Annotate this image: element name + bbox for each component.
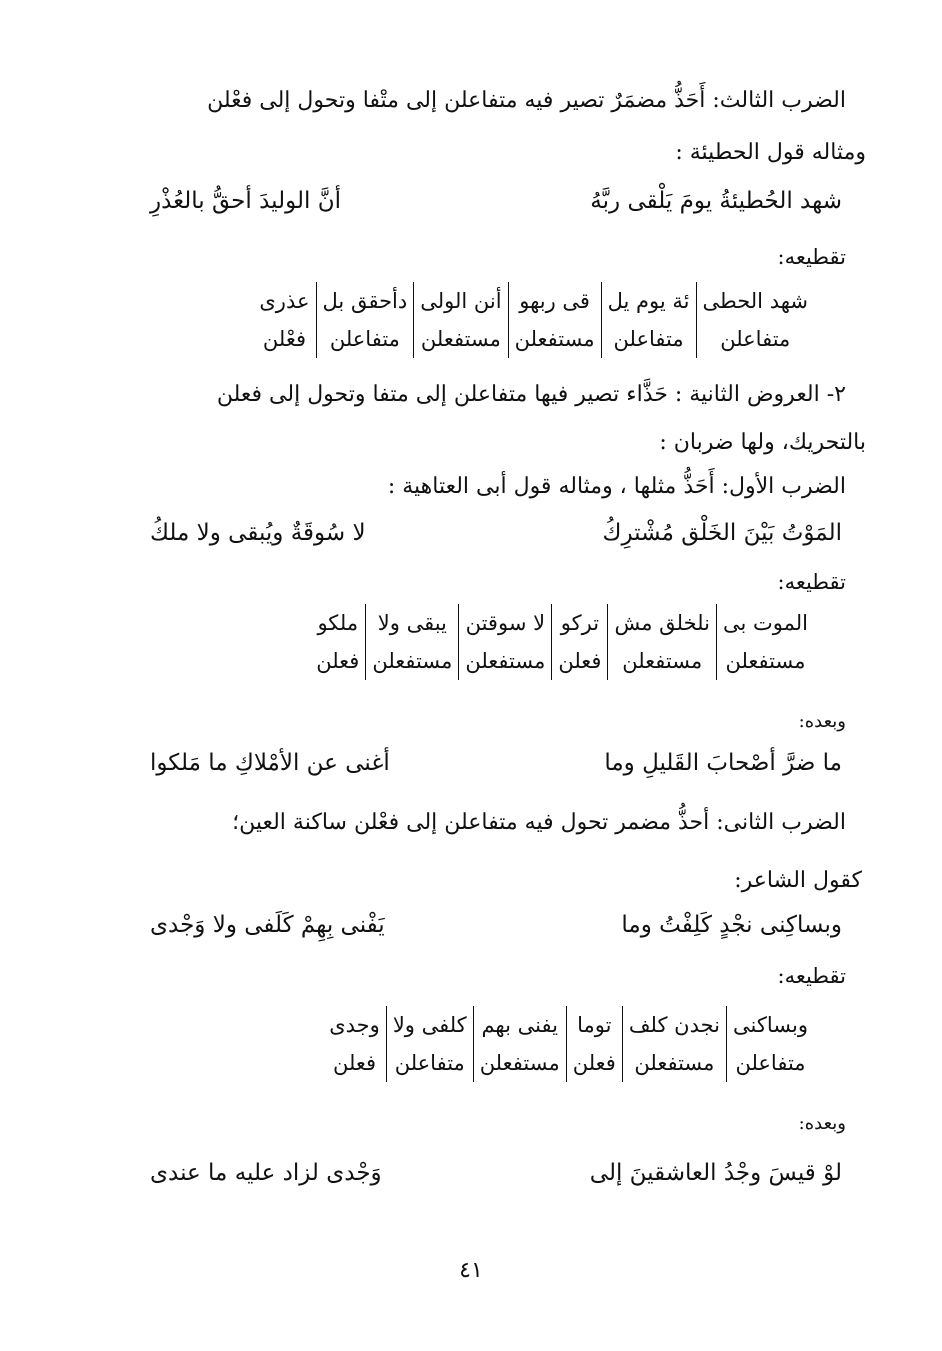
verse-first-hemistich: لوْ قيسَ وجْدُ العاشقينَ إلى [589,1160,842,1186]
scansion-word: وجدى [329,1013,380,1037]
scansion-word: قى ربهو [508,282,601,320]
scansion-word: أنن الولى [414,282,508,320]
scansion-feet-row [253,320,814,358]
scansion-label: تقطيعه: [777,964,846,988]
scansion-table-1 [253,282,814,358]
scansion-word: عذرى [259,289,310,313]
verse-second-hemistich: يَفْنى بِهِمْ كَلَفى ولا وَجْدى [150,912,385,938]
scansion-word: تركو [552,604,608,642]
verse-second-hemistich: أغنى عن الأمْلاكِ ما مَلكوا [150,750,390,776]
paragraph-line: ومثاله قول الحطيئة : [675,140,866,165]
scansion-word: نلخلق مش [608,604,717,642]
metrical-foot: فعلن [566,1044,622,1082]
page-number: ٤١ [459,1258,483,1283]
scansion-feet-row [310,642,814,680]
scansion-word: دأحقق بل [316,282,414,320]
metrical-foot: متفاعلن [727,1044,814,1082]
metrical-foot: متفاعلن [696,320,814,358]
verse-first-hemistich: وبساكِنى نجْدٍ كَلِفْتُ وما [621,912,842,938]
scansion-word: يفنى بهم [473,1006,566,1044]
metrical-foot: مستفعلن [608,642,717,680]
metrical-foot: مستفعلن [622,1044,726,1082]
scansion-word: كلفى ولا [386,1006,473,1044]
scansion-words-row [253,282,814,320]
scansion-words-row [323,1006,814,1044]
scansion-word: الموت بى [716,604,814,642]
scansion-word: يبقى ولا [366,604,459,642]
paragraph-line: الضرب الأول: أَحَذُّ مثلها ، ومثاله قول أبى العتاهية : [387,474,846,499]
scansion-word: ئة يوم يل [601,282,696,320]
paragraph-line: الضرب الثالث: أَحَذُّ مضمَرٌ تصير فيه متفاعلن إلى متْفا وتحول إلى فعْلن [207,88,846,113]
metrical-foot: فعلن [332,1051,377,1075]
verse-first-hemistich: المَوْتُ بَيْنَ الخَلْق مُشْترِكُ [602,520,842,546]
scansion-table-3 [323,1006,814,1082]
metrical-foot: فعْلن [262,327,306,351]
paragraph-line: كقول الشاعر: [734,868,862,893]
verse-second-hemistich: أنَّ الوليدَ أحقُّ بالعُذْرِ [150,188,341,214]
metrical-foot: متفاعلن [601,320,696,358]
scansion-words-row [310,604,814,642]
metrical-foot: فعلن [316,649,360,673]
scansion-word: شهد الحطى [696,282,814,320]
metrical-foot: مستفعلن [459,642,552,680]
scansion-word: لا سوقتن [459,604,552,642]
metrical-foot: مستفعلن [508,320,601,358]
metrical-foot: مستفعلن [716,642,814,680]
metrical-foot: مستفعلن [366,642,459,680]
paragraph-line: بالتحريك، ولها ضربان : [659,430,866,455]
scansion-feet-row [323,1044,814,1082]
scansion-word: ملكو [317,611,359,635]
scansion-label: تقطيعه: [777,245,846,269]
metrical-foot: فعلن [552,642,608,680]
after-label: وبعده: [798,1113,846,1134]
paragraph-line: الضرب الثانى: أحذُّ مضمر تحول فيه متفاعلن إلى فعْلن ساكنة العين؛ [232,810,846,835]
after-label: وبعده: [798,711,846,732]
verse-second-hemistich: وَجْدى لزاد عليه ما عندى [150,1160,382,1186]
scansion-word: توما [566,1006,622,1044]
scansion-word: نجدن كلف [622,1006,726,1044]
scansion-label: تقطيعه: [777,570,846,594]
verse-second-hemistich: لا سُوقَةٌ ويُبقى ولا ملكُ [150,520,366,546]
paragraph-line: ٢- العروض الثانية : حَذَّاء تصير فيها متفاعلن إلى متفا وتحول إلى فعلن [216,382,846,407]
scansion-table-2 [310,604,814,680]
metrical-foot: متفاعلن [316,320,414,358]
scansion-word: وبساكنى [727,1006,814,1044]
metrical-foot: مستفعلن [473,1044,566,1082]
metrical-foot: مستفعلن [414,320,508,358]
verse-first-hemistich: شهد الحُطيئةُ يومَ يَلْقى ربَّهُ [590,188,842,214]
verse-first-hemistich: ما ضرَّ أصْحابَ القَليلِ وما [604,750,842,776]
metrical-foot: متفاعلن [386,1044,473,1082]
